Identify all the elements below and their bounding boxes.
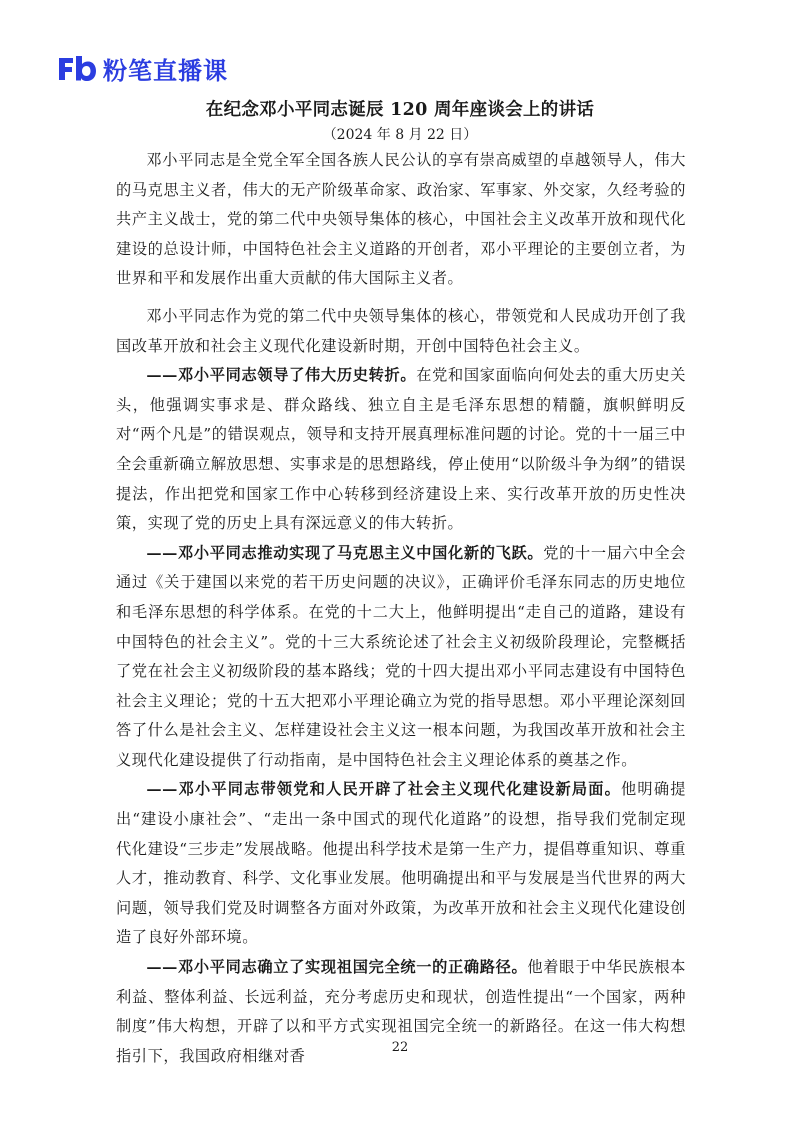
paragraph-5 — [116, 775, 686, 953]
paragraph-3 — [116, 361, 686, 539]
paragraph-text: 邓小平同志作为党的第二代中央领导集体的核心，带领党和人民成功开创了我国改革开放和社会主义现代化建设新时期，开创中国特色社会主义。 — [116, 306, 686, 355]
paragraph-text: 他着眼于中华民族根本利益、整体利益、长远利益，充分考虑历史和现状，创造性提出“一个国家，两种制度”伟大构想，开辟了以和平方式实现祖国完全统一的新路径。在这一伟大构想指引下，我国政府相继对香 — [116, 958, 686, 1065]
brand-name-part2: 直播课 — [153, 56, 228, 85]
page-number: 22 — [391, 1040, 409, 1055]
paragraph-2 — [116, 302, 686, 361]
paragraph-text: 党的十一届六中全会通过《关于建国以来党的若干历史问题的决议》，正确评价毛泽东同志的历史地位和毛泽东思想的科学体系。在党的十二大上，他鲜明提出“走自己的道路，建设有中国特色的社会主义”。党的十三大系统论述了社会主义初级阶段理论，完整概括了党在社会主义初级阶段的基本路线；党的十四大提出邓小平同志建设有中国特色社会主义理论；党的十五大把邓小平理论确立为党的指导思想。邓小平理论深刻回答了什么是社会主义、怎样建设社会主义这一根本问题，为我国改革开放和社会主义现代化建设提供了行动指南，是中国特色社会主义理论体系的奠基之作。 — [116, 543, 686, 769]
paragraph-lead: ——邓小平同志领导了伟大历史转折。 — [146, 366, 417, 385]
paragraph-lead: ——邓小平同志确立了实现祖国完全统一的正确路径。 — [146, 958, 528, 977]
brand-header — [57, 52, 228, 84]
paragraph-text: 在党和国家面临向何处去的重大历史关头，他强调实事求是、群众路线、独立自主是毛泽东思想的精髓，旗帜鲜明反对“两个凡是”的错误观点，领导和支持开展真理标准问题的讨论。党的十一届三中全会重新确立解放思想、实事求是的思想路线，停止使用“以阶级斗争为纲”的错误提法，作出把党和国家工作中心转移到经济建设上来、实行改革开放的历史性决策，实现了党的历史上具有深远意义的伟大转折。 — [116, 366, 687, 533]
article-body — [116, 146, 686, 1071]
paragraph-text: 他明确提出“建设小康社会”、“走出一条中国式的现代化道路”的设想，指导我们党制定现代化建设“三步走”发展战略。他提出科学技术是第一生产力，提倡尊重知识、尊重人才，推动教育、科学、文化事业发展。他明确提出和平与发展是当代世界的两大问题，领导我们党及时调整各方面对外政策，为改革开放和社会主义现代化建设创造了良好外部环境。 — [116, 780, 686, 947]
paragraph-text: 邓小平同志是全党全军全国各族人民公认的享有崇高威望的卓越领导人，伟大的马克思主义者，伟大的无产阶级革命家、政治家、军事家、外交家，久经考验的共产主义战士，党的第二代中央领导集体的核心，中国社会主义改革开放和现代化建设的总设计师，中国特色社会主义道路的开创者，邓小平理论的主要创立者，为世界和平和发展作出重大贡献的伟大国际主义者。 — [116, 151, 686, 288]
paragraph-4 — [116, 539, 686, 776]
paragraph-lead: ——邓小平同志带领党和人民开辟了社会主义现代化建设新局面。 — [146, 780, 622, 799]
paragraph-lead: ——邓小平同志推动实现了马克思主义中国化新的飞跃。 — [146, 543, 544, 562]
paragraph-1 — [116, 146, 686, 294]
page-title: 在纪念邓小平同志诞辰 120 周年座谈会上的讲话 — [205, 100, 595, 120]
speech-date: （2024 年 8 月 22 日） — [322, 127, 478, 143]
fb-logo-icon — [57, 54, 97, 82]
brand-name-part1: 粉笔 — [103, 56, 153, 85]
brand-name — [103, 51, 228, 86]
